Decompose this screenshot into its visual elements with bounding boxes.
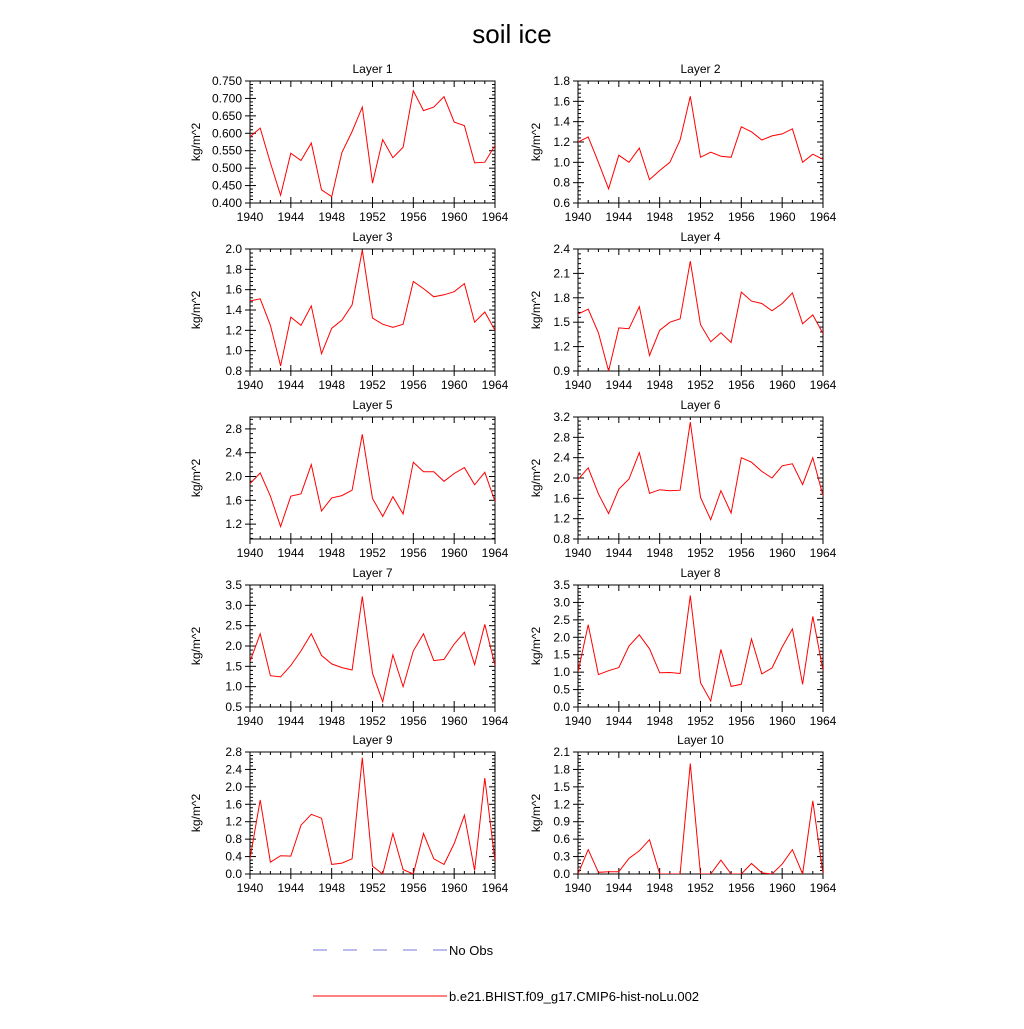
x-tick-label: 1956 <box>727 378 755 392</box>
x-tick-label: 1952 <box>687 546 714 560</box>
y-tick-label: 1.2 <box>225 517 242 532</box>
y-axis-label: kg/m^2 <box>529 122 543 162</box>
x-tick-label: 1952 <box>687 210 714 224</box>
x-tick-label: 1964 <box>481 881 509 895</box>
y-tick-label: 2.8 <box>553 430 570 445</box>
y-tick-label: 1.6 <box>225 797 242 812</box>
chart-panel-layer-1 <box>189 62 509 224</box>
x-tick-label: 1960 <box>768 881 796 895</box>
y-tick-label: 1.2 <box>225 814 242 829</box>
y-axis-label: kg/m^2 <box>529 793 543 833</box>
x-tick-label: 1956 <box>399 546 427 560</box>
y-tick-label: 0.8 <box>553 175 570 190</box>
series-line-1 <box>250 596 495 701</box>
chart-panel-layer-3 <box>189 230 509 392</box>
panel-title: Layer 6 <box>680 398 721 412</box>
chart-panel-layer-7 <box>189 566 509 728</box>
y-tick-label: 0.3 <box>553 849 570 864</box>
x-tick-label: 1952 <box>359 378 386 392</box>
y-tick-label: 0.600 <box>211 126 242 141</box>
plot-frame <box>578 417 823 539</box>
x-tick-label: 1948 <box>646 714 674 728</box>
y-tick-label: 0.9 <box>553 364 570 378</box>
x-tick-label: 1952 <box>687 714 714 728</box>
x-tick-label: 1956 <box>727 881 755 895</box>
y-tick-label: 1.2 <box>553 511 570 526</box>
x-tick-label: 1940 <box>564 714 592 728</box>
x-tick-label: 1956 <box>399 714 427 728</box>
y-tick-label: 0.6 <box>553 832 570 847</box>
y-tick-label: 1.5 <box>225 659 242 674</box>
x-tick-label: 1948 <box>318 546 346 560</box>
y-tick-label: 0.5 <box>225 700 242 714</box>
legend <box>313 943 699 1004</box>
y-tick-label: 1.2 <box>553 339 570 354</box>
x-tick-label: 1940 <box>236 881 264 895</box>
panel-title: Layer 9 <box>352 733 393 747</box>
y-tick-label: 2.4 <box>225 762 242 777</box>
y-tick-label: 0.4 <box>225 849 242 864</box>
y-tick-label: 3.0 <box>553 595 570 610</box>
y-tick-label: 2.8 <box>225 421 242 436</box>
x-tick-label: 1952 <box>687 378 714 392</box>
series-line-1 <box>250 434 495 526</box>
x-tick-label: 1940 <box>564 210 592 224</box>
x-tick-label: 1952 <box>359 546 386 560</box>
y-tick-label: 0.0 <box>225 867 242 881</box>
y-tick-label: 0.8 <box>553 532 570 546</box>
y-tick-label: 0.450 <box>211 178 242 193</box>
x-tick-label: 1944 <box>605 714 633 728</box>
y-tick-label: 0.5 <box>553 682 570 697</box>
series-line-1 <box>578 764 823 874</box>
y-tick-label: 0.9 <box>553 814 570 829</box>
y-axis-label: kg/m^2 <box>189 290 203 330</box>
y-tick-label: 2.0 <box>225 469 242 484</box>
y-tick-label: 0.0 <box>553 700 570 714</box>
plot-frame <box>578 81 823 203</box>
x-tick-label: 1956 <box>727 210 755 224</box>
plot-frame <box>578 249 823 371</box>
series-line-1 <box>578 96 823 189</box>
y-tick-label: 1.4 <box>225 303 242 317</box>
y-tick-label: 2.1 <box>553 266 570 281</box>
y-tick-label: 1.6 <box>225 493 242 508</box>
x-tick-label: 1960 <box>768 546 796 560</box>
y-tick-label: 0.750 <box>211 74 242 88</box>
x-tick-label: 1964 <box>809 210 837 224</box>
panel-title: Layer 7 <box>352 566 393 580</box>
y-tick-label: 2.0 <box>553 630 570 645</box>
x-tick-label: 1944 <box>277 714 305 728</box>
x-tick-label: 1964 <box>809 714 837 728</box>
chart-panel-layer-10 <box>529 733 837 895</box>
y-axis-label: kg/m^2 <box>189 122 203 162</box>
y-tick-label: 2.5 <box>553 612 570 627</box>
y-tick-label: 0.6 <box>553 196 570 210</box>
x-tick-label: 1940 <box>564 378 592 392</box>
x-tick-label: 1964 <box>481 378 509 392</box>
panel-title: Layer 4 <box>680 230 721 244</box>
y-tick-label: 3.5 <box>225 578 242 592</box>
chart-panel-layer-8 <box>529 566 837 728</box>
y-tick-label: 0.8 <box>225 364 242 378</box>
y-tick-label: 2.5 <box>225 618 242 633</box>
x-tick-label: 1960 <box>440 546 468 560</box>
y-axis-label: kg/m^2 <box>529 290 543 330</box>
series-line-1 <box>578 596 823 702</box>
y-tick-label: 3.2 <box>553 410 570 424</box>
x-tick-label: 1948 <box>646 210 674 224</box>
x-tick-label: 1960 <box>440 210 468 224</box>
panel-title: Layer 8 <box>680 566 721 580</box>
x-tick-label: 1964 <box>481 546 509 560</box>
y-tick-label: 2.0 <box>225 242 242 256</box>
panel-title: Layer 5 <box>352 398 393 412</box>
y-tick-label: 1.2 <box>553 797 570 812</box>
y-axis-label: kg/m^2 <box>529 626 543 666</box>
plot-frame <box>578 752 823 874</box>
x-tick-label: 1948 <box>318 210 346 224</box>
y-tick-label: 3.5 <box>553 578 570 592</box>
y-tick-label: 1.5 <box>553 779 570 794</box>
panel-title: Layer 3 <box>352 230 393 244</box>
y-tick-label: 1.0 <box>553 665 570 680</box>
x-tick-label: 1940 <box>236 546 264 560</box>
y-tick-label: 0.500 <box>211 161 242 176</box>
plot-frame <box>578 585 823 707</box>
series-line-1 <box>250 91 495 197</box>
x-tick-label: 1964 <box>481 714 509 728</box>
x-tick-label: 1944 <box>277 546 305 560</box>
x-tick-label: 1956 <box>399 881 427 895</box>
y-tick-label: 0.700 <box>211 91 242 106</box>
legend-item-model-run <box>313 989 699 1004</box>
panel-title: Layer 2 <box>680 62 721 76</box>
plot-frame <box>250 249 495 371</box>
y-tick-label: 1.8 <box>225 262 242 277</box>
y-tick-label: 2.0 <box>553 471 570 485</box>
y-tick-label: 0.0 <box>553 867 570 881</box>
y-tick-label: 2.0 <box>225 639 242 653</box>
x-tick-label: 1960 <box>440 378 468 392</box>
x-tick-label: 1952 <box>359 210 386 224</box>
y-tick-label: 3.0 <box>225 598 242 613</box>
panel-title: Layer 10 <box>677 733 724 747</box>
x-tick-label: 1940 <box>236 714 264 728</box>
x-tick-label: 1948 <box>318 378 346 392</box>
x-tick-label: 1944 <box>605 210 633 224</box>
x-tick-label: 1960 <box>768 210 796 224</box>
y-tick-label: 1.0 <box>553 155 570 170</box>
x-tick-label: 1956 <box>399 378 427 392</box>
y-tick-label: 0.650 <box>211 108 242 123</box>
panels <box>189 62 837 895</box>
panel-title: Layer 1 <box>352 62 393 76</box>
x-tick-label: 1960 <box>440 881 468 895</box>
legend-label-no-obs: No Obs <box>449 943 494 958</box>
x-tick-label: 1940 <box>564 546 592 560</box>
series-line-1 <box>250 758 495 874</box>
y-tick-label: 1.4 <box>553 114 570 129</box>
x-tick-label: 1964 <box>809 378 837 392</box>
y-tick-label: 2.1 <box>553 745 570 759</box>
y-axis-label: kg/m^2 <box>529 458 543 498</box>
plot-frame <box>250 585 495 707</box>
y-tick-label: 2.4 <box>553 450 570 465</box>
y-axis-label: kg/m^2 <box>189 793 203 833</box>
y-tick-label: 1.6 <box>225 282 242 297</box>
x-tick-label: 1948 <box>318 714 346 728</box>
x-tick-label: 1948 <box>646 378 674 392</box>
y-axis-label: kg/m^2 <box>189 626 203 666</box>
y-tick-label: 1.8 <box>553 74 570 88</box>
x-tick-label: 1964 <box>809 546 837 560</box>
y-tick-label: 2.4 <box>553 242 570 256</box>
x-tick-label: 1944 <box>277 378 305 392</box>
x-tick-label: 1956 <box>399 210 427 224</box>
x-tick-label: 1944 <box>605 881 633 895</box>
x-tick-label: 1948 <box>318 881 346 895</box>
x-tick-label: 1952 <box>687 881 714 895</box>
y-tick-label: 1.5 <box>553 315 570 330</box>
y-tick-label: 1.6 <box>553 94 570 109</box>
x-tick-label: 1940 <box>564 881 592 895</box>
y-tick-label: 0.8 <box>225 832 242 847</box>
y-tick-label: 0.550 <box>211 143 242 158</box>
x-tick-label: 1960 <box>768 378 796 392</box>
chart-panel-layer-6 <box>529 398 837 560</box>
x-tick-label: 1964 <box>481 210 509 224</box>
x-tick-label: 1944 <box>605 378 633 392</box>
y-tick-label: 0.400 <box>211 196 242 210</box>
plot-frame <box>250 81 495 203</box>
chart-panel-layer-4 <box>529 230 837 392</box>
y-tick-label: 1.0 <box>225 679 242 694</box>
y-tick-label: 1.2 <box>553 135 570 149</box>
y-axis-label: kg/m^2 <box>189 458 203 498</box>
y-tick-label: 1.8 <box>553 762 570 777</box>
x-tick-label: 1948 <box>646 546 674 560</box>
legend-label-model-run: b.e21.BHIST.f09_g17.CMIP6-hist-noLu.002 <box>449 989 700 1004</box>
series-line-1 <box>578 261 823 371</box>
x-tick-label: 1956 <box>727 714 755 728</box>
x-tick-label: 1940 <box>236 210 264 224</box>
series-line-1 <box>578 422 823 520</box>
figure-title: soil ice <box>472 19 552 49</box>
x-tick-label: 1960 <box>768 714 796 728</box>
x-tick-label: 1956 <box>727 546 755 560</box>
x-tick-label: 1952 <box>359 881 386 895</box>
y-tick-label: 1.8 <box>553 290 570 305</box>
y-tick-label: 1.2 <box>225 323 242 338</box>
chart-panel-layer-9 <box>189 733 509 895</box>
x-tick-label: 1944 <box>277 881 305 895</box>
series-line-1 <box>250 250 495 366</box>
plot-frame <box>250 417 495 539</box>
x-tick-label: 1944 <box>277 210 305 224</box>
x-tick-label: 1944 <box>605 546 633 560</box>
y-tick-label: 1.5 <box>553 647 570 662</box>
x-tick-label: 1952 <box>359 714 386 728</box>
y-tick-label: 1.6 <box>553 491 570 506</box>
y-tick-label: 2.8 <box>225 745 242 759</box>
legend-item-no-obs <box>313 943 494 958</box>
x-tick-label: 1960 <box>440 714 468 728</box>
x-tick-label: 1948 <box>646 881 674 895</box>
chart-panel-layer-2 <box>529 62 837 224</box>
chart-panel-layer-5 <box>189 398 509 560</box>
y-tick-label: 1.0 <box>225 343 242 358</box>
y-tick-label: 2.4 <box>225 445 242 460</box>
y-tick-label: 2.0 <box>225 779 242 794</box>
x-tick-label: 1940 <box>236 378 264 392</box>
x-tick-label: 1964 <box>809 881 837 895</box>
